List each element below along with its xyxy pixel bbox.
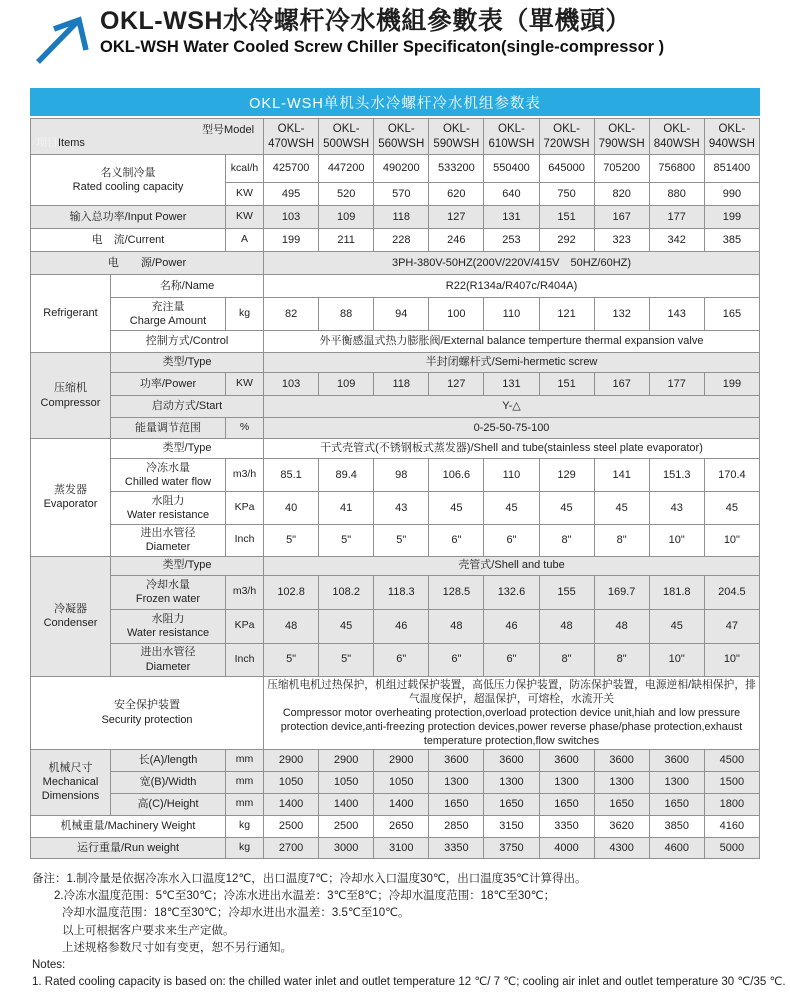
value-cell: 1050 — [374, 771, 429, 793]
value-cell: 3850 — [649, 815, 704, 837]
note-line: 2.冷冻水温度范围：5℃至30℃；冷冻水进出水温差：3℃至8℃；冷却水温度范围：18℃至30℃； — [54, 890, 556, 902]
row-label-cond-water-resistance: 水阻力 Water resistance — [111, 609, 226, 643]
table-row — [31, 439, 760, 459]
value-cell: 1650 — [649, 793, 704, 815]
value-cell: 4160 — [704, 815, 759, 837]
category-evaporator: 蒸发器 Evaporator — [31, 439, 111, 557]
value-cell: 1300 — [649, 771, 704, 793]
value-cell: 3100 — [374, 837, 429, 858]
value-cell: 1650 — [594, 793, 649, 815]
unit-cell: % — [226, 418, 264, 439]
value-cell: 199 — [704, 206, 759, 229]
value-cell: 2700 — [264, 837, 319, 858]
value-cell: 155 — [539, 575, 594, 609]
value-cell: 151.3 — [649, 459, 704, 492]
merged-value-cell: 0-25-50-75-100 — [264, 418, 760, 439]
unit-cell: mm — [226, 749, 264, 771]
value-cell: 292 — [539, 229, 594, 252]
value-cell: 143 — [649, 298, 704, 331]
value-cell: 990 — [704, 183, 759, 206]
value-cell: 48 — [429, 609, 484, 643]
unit-cell: mm — [226, 771, 264, 793]
table-row — [31, 373, 760, 396]
row-label-evaporator-type: 类型/Type — [111, 439, 264, 459]
row-label-power-supply: 电 源/Power — [31, 252, 264, 275]
value-cell: 45 — [594, 492, 649, 525]
row-label-length: 长(A)/length — [111, 749, 226, 771]
value-cell: 1400 — [319, 793, 374, 815]
value-cell: 425700 — [264, 155, 319, 183]
value-cell: 45 — [319, 609, 374, 643]
value-cell: 141 — [594, 459, 649, 492]
value-cell: 5" — [264, 643, 319, 676]
row-label-start: 启动方式/Start — [111, 396, 264, 418]
value-cell: 3600 — [649, 749, 704, 771]
merged-value-cell: R22(R134a/R407c/R404A) — [264, 275, 760, 298]
page-title: OKL-WSH水冷螺杆冷水機組參數表（單機頭） — [100, 7, 631, 35]
value-cell: 1050 — [319, 771, 374, 793]
row-label-chilled-water-flow: 冷冻水量 Chilled water flow — [111, 459, 226, 492]
value-cell: 45 — [484, 492, 539, 525]
value-cell: 342 — [649, 229, 704, 252]
table-row — [31, 298, 760, 331]
spec-table-body — [31, 155, 760, 859]
value-cell: 103 — [264, 206, 319, 229]
table-row — [31, 815, 760, 837]
value-cell: 110 — [484, 459, 539, 492]
value-cell: 5" — [319, 643, 374, 676]
value-cell: 165 — [704, 298, 759, 331]
merged-value-cell: 3PH-380V-50HZ(200V/220V/415V 50HZ/60HZ) — [264, 252, 760, 275]
table-row — [31, 331, 760, 353]
row-label-energy-range: 能量调节范围 — [111, 418, 226, 439]
unit-cell: KW — [226, 183, 264, 206]
value-cell: 750 — [539, 183, 594, 206]
value-cell: 570 — [374, 183, 429, 206]
table-row — [31, 155, 760, 183]
value-cell: 1050 — [264, 771, 319, 793]
value-cell: 181.8 — [649, 575, 704, 609]
value-cell: 131 — [484, 206, 539, 229]
value-cell: 3600 — [429, 749, 484, 771]
value-cell: 8" — [539, 643, 594, 676]
row-label-input-power: 输入总功率/Input Power — [31, 206, 226, 229]
value-cell: 550400 — [484, 155, 539, 183]
unit-cell: A — [226, 229, 264, 252]
unit-cell: Inch — [226, 525, 264, 557]
value-cell: 110 — [484, 298, 539, 331]
value-cell: 640 — [484, 183, 539, 206]
value-cell: 118 — [374, 206, 429, 229]
table-row — [31, 556, 760, 575]
row-label-frozen-water: 冷却水量 Frozen water — [111, 575, 226, 609]
value-cell: 1650 — [484, 793, 539, 815]
row-label-refrigerant-name: 名称/Name — [111, 275, 264, 298]
value-cell: 2900 — [319, 749, 374, 771]
row-label-run-weight: 运行重量/Run weight — [31, 837, 226, 858]
table-row — [31, 837, 760, 858]
value-cell: 48 — [539, 609, 594, 643]
table-row — [31, 396, 760, 418]
value-cell: 177 — [649, 206, 704, 229]
value-cell: 100 — [429, 298, 484, 331]
value-cell: 495 — [264, 183, 319, 206]
value-cell: 103 — [264, 373, 319, 396]
value-cell: 132 — [594, 298, 649, 331]
value-cell: 10" — [704, 643, 759, 676]
note-line: 备注：1.制冷量是依据冷冻水入口温度12℃，出口温度7℃；冷却水入口温度30℃，出口温度35℃计算得出。 — [32, 872, 587, 885]
value-cell: 47 — [704, 609, 759, 643]
value-cell: 1800 — [704, 793, 759, 815]
row-label-charge-amount: 充注量 Charge Amount — [111, 298, 226, 331]
value-cell: 132.6 — [484, 575, 539, 609]
value-cell: 447200 — [319, 155, 374, 183]
value-cell: 3600 — [539, 749, 594, 771]
value-cell: 45 — [649, 609, 704, 643]
value-cell: 6" — [429, 525, 484, 557]
row-label-evap-water-resistance: 水阻力 Water resistance — [111, 492, 226, 525]
value-cell: 228 — [374, 229, 429, 252]
value-cell: 199 — [264, 229, 319, 252]
table-row — [31, 771, 760, 793]
value-cell: 3600 — [594, 749, 649, 771]
row-label-condenser-type: 类型/Type — [111, 556, 264, 575]
note-line: 以上可根据客户要求来生产定做。 — [62, 924, 235, 937]
value-cell: 253 — [484, 229, 539, 252]
items-label: 项目Items — [36, 136, 85, 149]
value-cell: 3750 — [484, 837, 539, 858]
value-cell: 94 — [374, 298, 429, 331]
value-cell: 48 — [594, 609, 649, 643]
model-header-cell: OKL- 940WSH — [704, 119, 759, 155]
value-cell: 43 — [374, 492, 429, 525]
value-cell: 3350 — [539, 815, 594, 837]
value-cell: 5000 — [704, 837, 759, 858]
value-cell: 102.8 — [264, 575, 319, 609]
value-cell: 46 — [484, 609, 539, 643]
value-cell: 2650 — [374, 815, 429, 837]
unit-cell: mm — [226, 793, 264, 815]
value-cell: 199 — [704, 373, 759, 396]
model-header-cell: OKL- 590WSH — [429, 119, 484, 155]
category-compressor: 压缩机 Compressor — [31, 353, 111, 439]
table-row — [31, 492, 760, 525]
note-line: 上述规格参数尺寸如有变更，恕不另行通知。 — [62, 941, 292, 954]
corner-cell — [31, 119, 264, 155]
value-cell: 1400 — [374, 793, 429, 815]
value-cell: 109 — [319, 373, 374, 396]
value-cell: 3350 — [429, 837, 484, 858]
row-label-security-protection: 安全保护装置 Security protection — [31, 676, 264, 749]
table-row — [31, 353, 760, 373]
value-cell: 167 — [594, 373, 649, 396]
value-cell: 1500 — [704, 771, 759, 793]
table-row — [31, 252, 760, 275]
table-row — [31, 229, 760, 252]
value-cell: 48 — [264, 609, 319, 643]
value-cell: 89.4 — [319, 459, 374, 492]
row-label-evap-diameter: 进出水管径 Diameter — [111, 525, 226, 557]
category-condenser: 冷凝器 Condenser — [31, 556, 111, 676]
value-cell: 5" — [264, 525, 319, 557]
value-cell: 45 — [429, 492, 484, 525]
value-cell: 520 — [319, 183, 374, 206]
value-cell: 246 — [429, 229, 484, 252]
merged-value-cell: 干式壳管式(不锈钢板式蒸发器)/Shell and tube(stainless steel plate evaporator) — [264, 439, 760, 459]
merged-value-cell: 壳管式/Shell and tube — [264, 556, 760, 575]
model-header-cell: OKL- 560WSH — [374, 119, 429, 155]
value-cell: 645000 — [539, 155, 594, 183]
value-cell: 169.7 — [594, 575, 649, 609]
model-header-cell: OKL- 470WSH — [264, 119, 319, 155]
value-cell: 1400 — [264, 793, 319, 815]
value-cell: 118 — [374, 373, 429, 396]
table-row — [31, 793, 760, 815]
value-cell: 151 — [539, 206, 594, 229]
model-header-cell: OKL- 790WSH — [594, 119, 649, 155]
value-cell: 4600 — [649, 837, 704, 858]
arrow-logo-icon — [32, 8, 94, 66]
row-label-width: 宽(B)/Width — [111, 771, 226, 793]
model-header-row — [31, 119, 760, 155]
unit-cell: kcal/h — [226, 155, 264, 183]
spec-table — [30, 118, 760, 859]
model-header-cell: OKL- 720WSH — [539, 119, 594, 155]
value-cell: 127 — [429, 373, 484, 396]
value-cell: 323 — [594, 229, 649, 252]
model-header-cell: OKL- 500WSH — [319, 119, 374, 155]
value-cell: 121 — [539, 298, 594, 331]
table-row — [31, 418, 760, 439]
value-cell: 40 — [264, 492, 319, 525]
value-cell: 6" — [484, 643, 539, 676]
row-label-cond-diameter: 进出水管径 Diameter — [111, 643, 226, 676]
row-label-compressor-type: 类型/Type — [111, 353, 264, 373]
category-mechanical-dimensions: 机械尺寸 Mechanical Dimensions — [31, 749, 111, 815]
unit-cell: m3/h — [226, 459, 264, 492]
notes-block — [32, 871, 786, 992]
table-row — [31, 643, 760, 676]
value-cell: 8" — [594, 643, 649, 676]
merged-value-cell: 半封闭螺杆式/Semi-hermetic screw — [264, 353, 760, 373]
value-cell: 43 — [649, 492, 704, 525]
value-cell: 8" — [539, 525, 594, 557]
note-line: 冷却水温度范围：18℃至30℃；冷却水进出水温差：3.5℃至10℃。 — [62, 907, 410, 920]
value-cell: 127 — [429, 206, 484, 229]
value-cell: 880 — [649, 183, 704, 206]
note-line: 1. Rated cooling capacity is based on: the chilled water inlet and outlet temperature 12 ℃/ 7 ℃; cooling air inlet and outlet temperature 30 ℃/35 ℃. — [32, 976, 786, 989]
value-cell: 170.4 — [704, 459, 759, 492]
category-refrigerant: Refrigerant — [31, 275, 111, 353]
value-cell: 45 — [704, 492, 759, 525]
value-cell: 2900 — [374, 749, 429, 771]
value-cell: 82 — [264, 298, 319, 331]
doc-header — [0, 0, 790, 66]
value-cell: 820 — [594, 183, 649, 206]
value-cell: 1650 — [429, 793, 484, 815]
row-label-compressor-power: 功率/Power — [111, 373, 226, 396]
value-cell: 151 — [539, 373, 594, 396]
value-cell: 10" — [704, 525, 759, 557]
value-cell: 41 — [319, 492, 374, 525]
value-cell: 6" — [429, 643, 484, 676]
value-cell: 88 — [319, 298, 374, 331]
unit-cell: m3/h — [226, 575, 264, 609]
value-cell: 2900 — [264, 749, 319, 771]
table-row — [31, 575, 760, 609]
unit-cell: kg — [226, 815, 264, 837]
table-row — [31, 749, 760, 771]
value-cell: 85.1 — [264, 459, 319, 492]
value-cell: 2500 — [319, 815, 374, 837]
row-label-height: 高(C)/Height — [111, 793, 226, 815]
security-protection-text: 压缩机电机过热保护，机组过载保护装置，高低压力保护装置，防冻保护装置，电源逆相/缺相保护，排气温度保护，超温保护，可熔栓，水流开关 Compressor motor overheating protection,overload protection device unit,hiah and low pressure protection device,anti-freezing protection devices,power reverse phase/phase protection,exhaust temperature protection,flow switches — [264, 676, 760, 749]
value-cell: 6" — [374, 643, 429, 676]
value-cell: 4000 — [539, 837, 594, 858]
value-cell: 1300 — [539, 771, 594, 793]
value-cell: 705200 — [594, 155, 649, 183]
table-row — [31, 459, 760, 492]
unit-cell: KW — [226, 373, 264, 396]
unit-cell: KW — [226, 206, 264, 229]
value-cell: 118.3 — [374, 575, 429, 609]
unit-cell: Inch — [226, 643, 264, 676]
value-cell: 5" — [374, 525, 429, 557]
merged-value-cell: Y-△ — [264, 396, 760, 418]
value-cell: 128.5 — [429, 575, 484, 609]
value-cell: 211 — [319, 229, 374, 252]
value-cell: 10" — [649, 643, 704, 676]
table-row — [31, 525, 760, 557]
value-cell: 3000 — [319, 837, 374, 858]
value-cell: 1300 — [429, 771, 484, 793]
unit-cell: kg — [226, 298, 264, 331]
value-cell: 1650 — [539, 793, 594, 815]
page-subtitle: OKL-WSH Water Cooled Screw Chiller Specificaton(single-compressor ) — [100, 38, 665, 56]
row-label-rated-cooling-capacity: 名义制冷量 Rated cooling capacity — [31, 155, 226, 206]
spec-table-head — [31, 119, 760, 155]
value-cell: 5" — [319, 525, 374, 557]
table-row — [31, 676, 760, 749]
table-row — [31, 275, 760, 298]
value-cell: 46 — [374, 609, 429, 643]
value-cell: 1300 — [484, 771, 539, 793]
value-cell: 98 — [374, 459, 429, 492]
value-cell: 533200 — [429, 155, 484, 183]
value-cell: 10" — [649, 525, 704, 557]
table-row — [31, 206, 760, 229]
value-cell: 490200 — [374, 155, 429, 183]
value-cell: 385 — [704, 229, 759, 252]
note-line: Notes: — [32, 959, 66, 971]
table-row — [31, 609, 760, 643]
value-cell: 2850 — [429, 815, 484, 837]
value-cell: 45 — [539, 492, 594, 525]
row-label-control: 控制方式/Control — [111, 331, 264, 353]
merged-value-cell: 外平衡感温式热力膨胀阀/External balance temperture thermal expansion valve — [264, 331, 760, 353]
value-cell: 129 — [539, 459, 594, 492]
value-cell: 8" — [594, 525, 649, 557]
model-label: 型号Model — [202, 124, 255, 136]
value-cell: 620 — [429, 183, 484, 206]
value-cell: 3600 — [484, 749, 539, 771]
unit-cell: KPa — [226, 609, 264, 643]
table-banner-title: OKL-WSH单机头水冷螺杆冷水机组参数表 — [30, 88, 760, 116]
row-label-current: 电 流/Current — [31, 229, 226, 252]
value-cell: 106.6 — [429, 459, 484, 492]
value-cell: 204.5 — [704, 575, 759, 609]
value-cell: 2500 — [264, 815, 319, 837]
value-cell: 109 — [319, 206, 374, 229]
value-cell: 4500 — [704, 749, 759, 771]
value-cell: 756800 — [649, 155, 704, 183]
unit-cell: kg — [226, 837, 264, 858]
value-cell: 177 — [649, 373, 704, 396]
model-header-cell: OKL- 610WSH — [484, 119, 539, 155]
row-label-machinery-weight: 机械重量/Machinery Weight — [31, 815, 226, 837]
value-cell: 167 — [594, 206, 649, 229]
value-cell: 3150 — [484, 815, 539, 837]
value-cell: 3620 — [594, 815, 649, 837]
value-cell: 131 — [484, 373, 539, 396]
value-cell: 6" — [484, 525, 539, 557]
unit-cell: KPa — [226, 492, 264, 525]
value-cell: 1300 — [594, 771, 649, 793]
value-cell: 4300 — [594, 837, 649, 858]
model-header-cell: OKL- 840WSH — [649, 119, 704, 155]
value-cell: 851400 — [704, 155, 759, 183]
value-cell: 108.2 — [319, 575, 374, 609]
